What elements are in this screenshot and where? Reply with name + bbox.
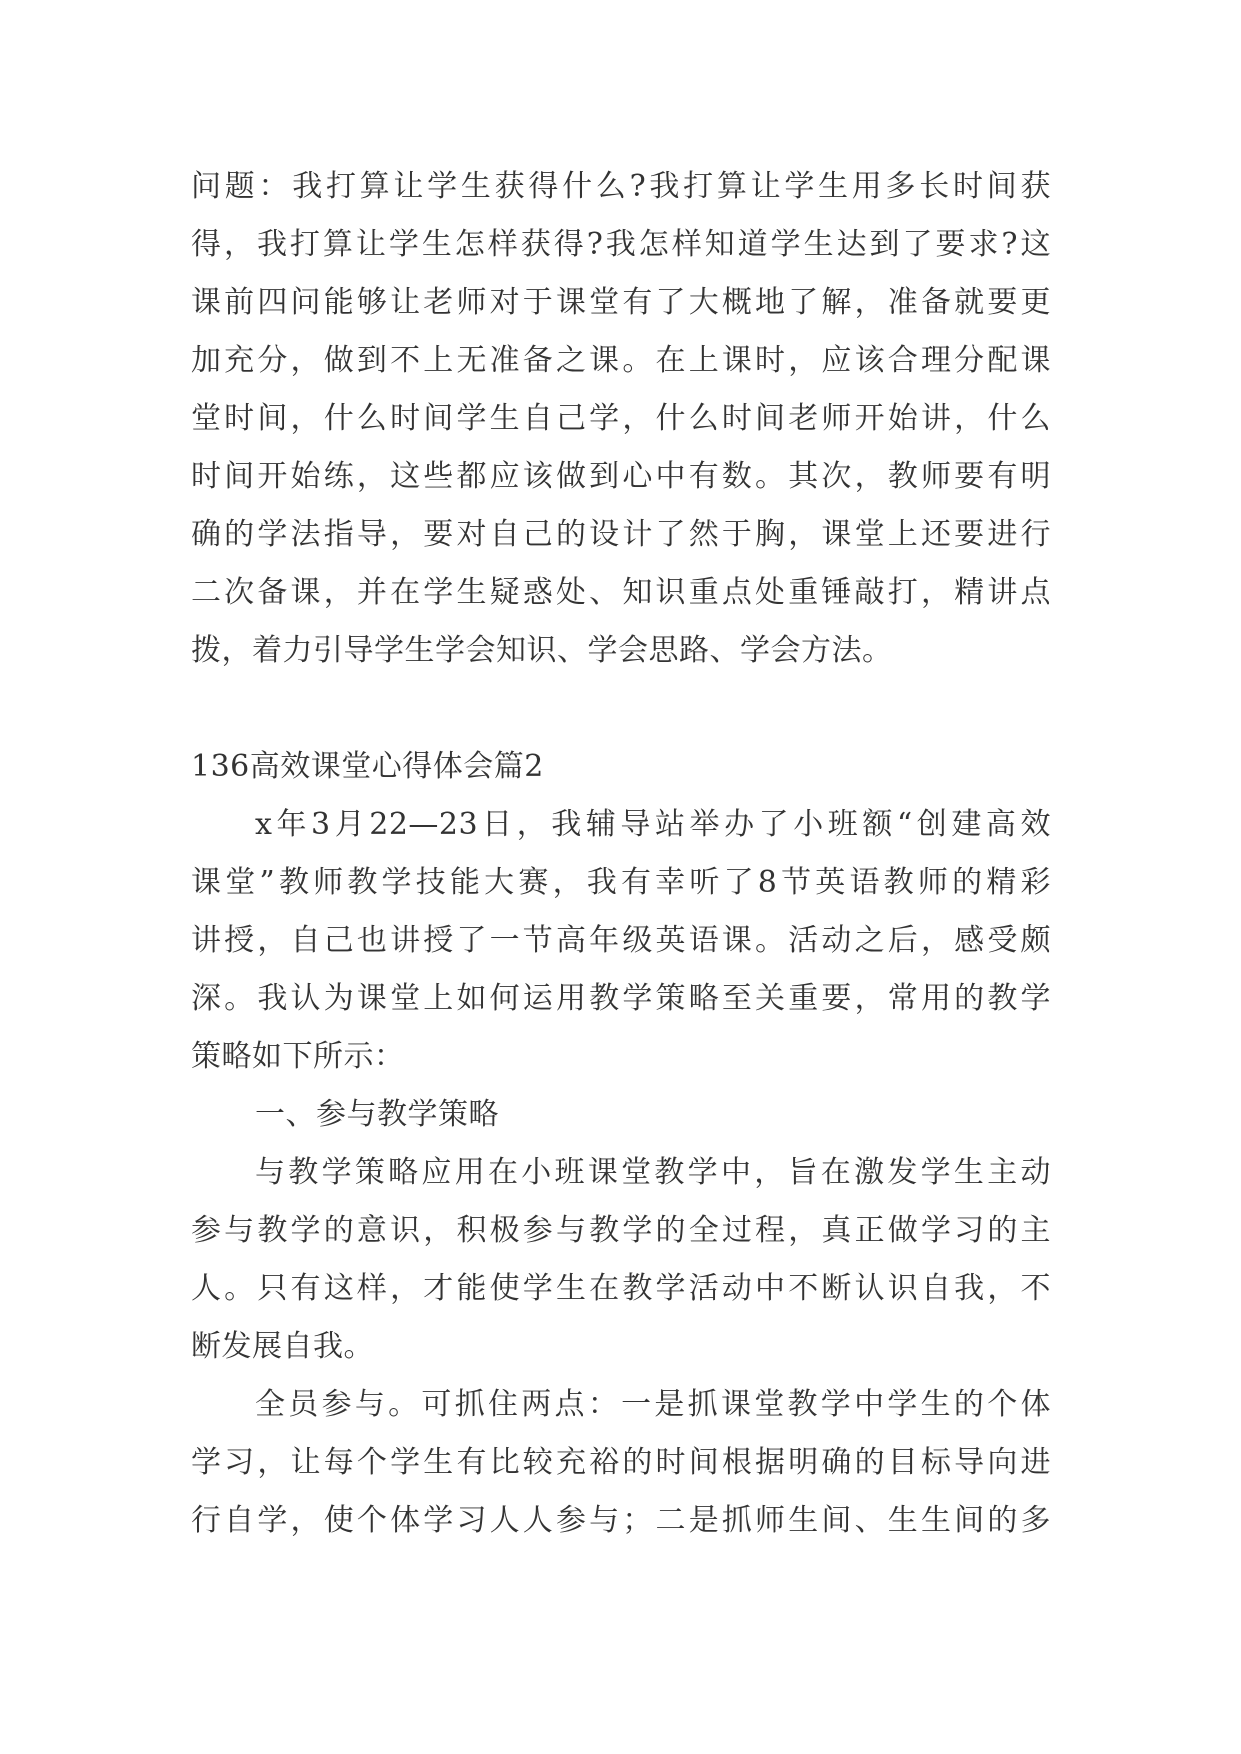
text-line: 时间开始练，这些都应该做到心中有数。其次，教师要有明 xyxy=(191,459,1051,494)
paragraph-gap xyxy=(191,680,1051,738)
text-line: x年3月22—23日，我辅导站举办了小班额“创建高效 xyxy=(255,807,1051,842)
text-line: 断发展自我。 xyxy=(191,1329,374,1364)
paragraph-1 xyxy=(191,158,1051,680)
text-line: 确的学法指导，要对自己的设计了然于胸，课堂上还要进行 xyxy=(191,517,1051,552)
text-line: 人。只有这样，才能使学生在教学活动中不断认识自我，不 xyxy=(191,1271,1051,1306)
text-line: 二次备课，并在学生疑惑处、知识重点处重锤敲打，精讲点 xyxy=(191,575,1051,610)
text-line: 学习，让每个学生有比较充裕的时间根据明确的目标导向进 xyxy=(191,1445,1051,1480)
text-line: 行自学，使个体学习人人参与；二是抓师生间、生生间的多 xyxy=(191,1503,1051,1538)
document-body xyxy=(191,158,1051,1550)
text-line: 课前四问能够让老师对于课堂有了大概地了解，准备就要更 xyxy=(191,285,1051,320)
subheading: 一、参与教学策略 xyxy=(255,1097,499,1132)
text-line: 问题：我打算让学生获得什么?我打算让学生用多长时间获 xyxy=(191,169,1051,204)
text-line: 堂时间，什么时间学生自己学，什么时间老师开始讲，什么 xyxy=(191,401,1051,436)
paragraph-4 xyxy=(191,1376,1051,1550)
text-line: 讲授，自己也讲授了一节高年级英语课。活动之后，感受颇 xyxy=(191,923,1051,958)
text-line: 策略如下所示： xyxy=(191,1039,405,1074)
text-line: 全员参与。可抓住两点：一是抓课堂教学中学生的个体 xyxy=(255,1387,1051,1422)
text-line: 深。我认为课堂上如何运用教学策略至关重要，常用的教学 xyxy=(191,981,1051,1016)
text-line: 与教学策略应用在小班课堂教学中，旨在激发学生主动 xyxy=(255,1155,1051,1190)
text-line: 参与教学的意识，积极参与教学的全过程，真正做学习的主 xyxy=(191,1213,1051,1248)
paragraph-2 xyxy=(191,796,1051,1086)
text-line: 拨，着力引导学生学会知识、学会思路、学会方法。 xyxy=(191,633,893,668)
text-line: 得，我打算让学生怎样获得?我怎样知道学生达到了要求?这 xyxy=(191,227,1051,262)
text-line: 课堂”教师教学技能大赛，我有幸听了8节英语教师的精彩 xyxy=(191,865,1051,900)
text-line: 加充分，做到不上无准备之课。在上课时，应该合理分配课 xyxy=(191,343,1051,378)
section-title: 136高效课堂心得体会篇2 xyxy=(191,749,544,784)
paragraph-3 xyxy=(191,1144,1051,1376)
